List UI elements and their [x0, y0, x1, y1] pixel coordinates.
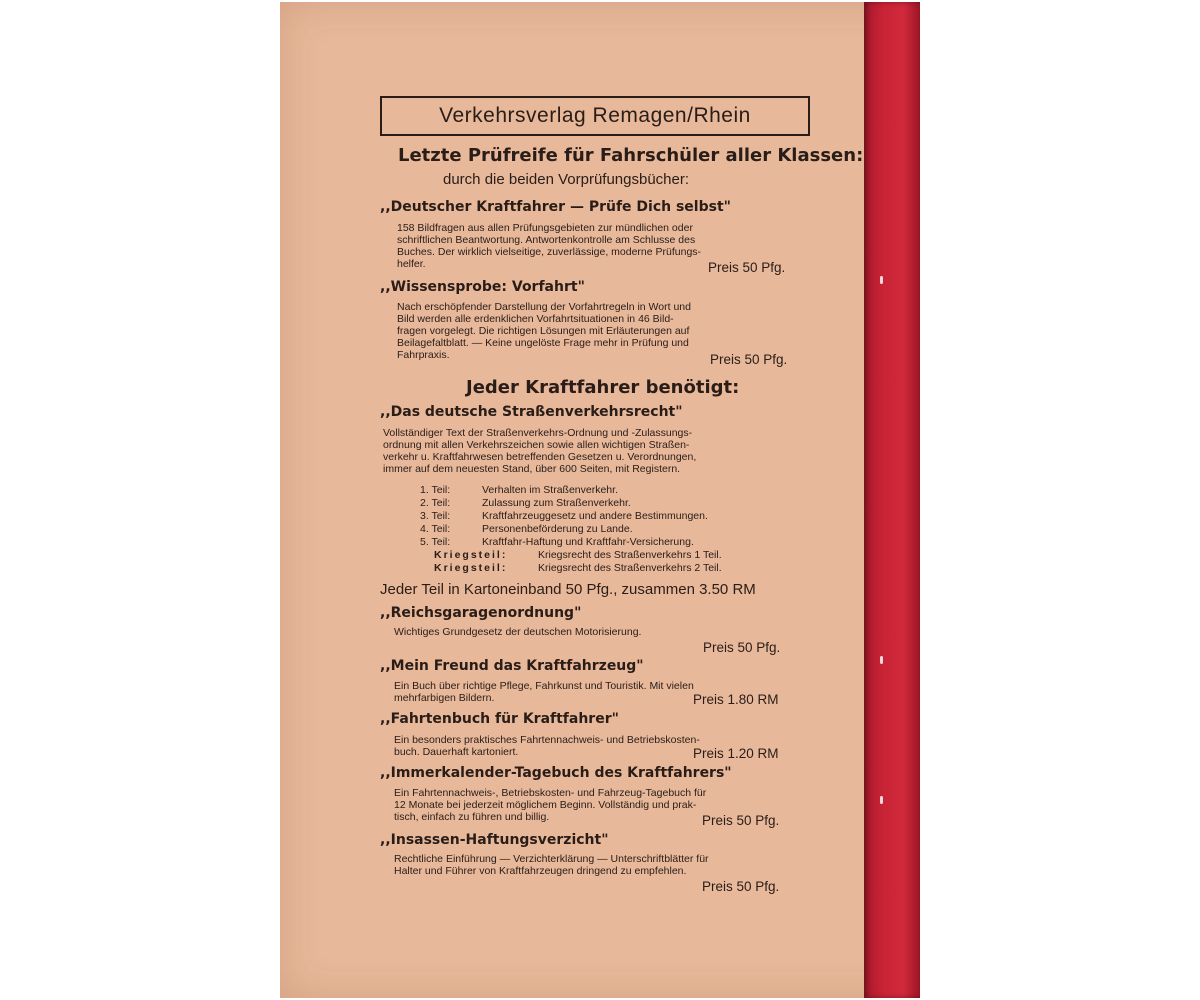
book-desc-line: Ein Fahrtennachweis-, Betriebskosten- und Fahrzeug-Tagebuch für	[394, 787, 707, 799]
part-label: 3. Teil:	[420, 510, 451, 522]
parts-price-summary: Jeder Teil in Kartoneinband 50 Pfg., zusammen 3.50 RM	[380, 581, 756, 598]
book-desc-line: fragen vorgelegt. Die richtigen Lösungen mit Erläuterungen auf	[397, 325, 690, 337]
book-price: Preis 50 Pfg.	[702, 879, 780, 894]
book-price: Preis 1.20 RM	[693, 746, 779, 761]
part-label: Kriegsteil:	[434, 549, 508, 561]
book-desc-line: 158 Bildfragen aus allen Prüfungsgebieten zur mündlichen oder	[397, 222, 693, 234]
book-desc-line: Wichtiges Grundgesetz der deutschen Motorisierung.	[394, 626, 642, 638]
book-desc-line: Bild werden alle erdenklichen Vorfahrtsituationen in 46 Bild-	[397, 313, 674, 325]
book-desc-line: mehrfarbigen Bildern.	[394, 692, 495, 704]
book-title-pruefe-dich-selbst: ,,Deutscher Kraftfahrer — Prüfe Dich selbst"	[380, 199, 731, 215]
book-price: Preis 50 Pfg.	[710, 352, 788, 367]
part-label: 5. Teil:	[420, 536, 451, 548]
book-desc-line: ordnung mit allen Verkehrszeichen sowie allen wichtigen Straßen-	[383, 439, 690, 451]
book-desc-line: Ein Buch über richtige Pflege, Fahrkunst und Touristik. Mit vielen	[394, 680, 694, 692]
part-text: Kriegsrecht des Straßenverkehrs 1 Teil.	[538, 549, 722, 561]
part-text: Personenbeförderung zu Lande.	[482, 523, 633, 535]
book-title-wissensprobe-vorfahrt: ,,Wissensprobe: Vorfahrt"	[380, 279, 585, 295]
book-desc-line: helfer.	[397, 258, 426, 270]
book-desc-line: Nach erschöpfender Darstellung der Vorfahrtregeln in Wort und	[397, 301, 691, 313]
book-title-immerkalender: ,,Immerkalender-Tagebuch des Kraftfahrers"	[380, 765, 732, 781]
part-text: Kraftfahrzeuggesetz und andere Bestimmungen.	[482, 510, 708, 522]
book-title-haftungsverzicht: ,,Insassen-Haftungsverzicht"	[380, 832, 609, 848]
book-price: Preis 50 Pfg.	[702, 813, 780, 828]
book-desc-line: Halter und Führer von Kraftfahrzeugen dringend zu empfehlen.	[394, 865, 687, 877]
part-text: Kriegsrecht des Straßenverkehrs 2 Teil.	[538, 562, 722, 574]
book-desc-line: verkehr u. Kraftfahrwesen betreffenden Gesetzen u. Verordnungen,	[383, 451, 697, 463]
book-price: Preis 1.80 RM	[693, 692, 779, 707]
book-desc-line: Buches. Der wirklich vielseitige, zuverlässige, moderne Prüfungs-	[397, 246, 702, 258]
part-text: Kraftfahr-Haftung und Kraftfahr-Versicherung.	[482, 536, 694, 548]
book-title-mein-freund-kraftfahrzeug: ,,Mein Freund das Kraftfahrzeug"	[380, 658, 644, 674]
part-text: Zulassung zum Straßenverkehr.	[482, 497, 631, 509]
part-label: 1. Teil:	[420, 484, 451, 496]
part-label: 4. Teil:	[420, 523, 451, 535]
headline-every-driver-needs: Jeder Kraftfahrer benötigt:	[466, 377, 740, 398]
book-title-strassenverkehrsrecht: ,,Das deutsche Straßenverkehrsrecht"	[380, 404, 683, 420]
red-book-spine	[864, 2, 920, 998]
book-desc-line: schriftlichen Beantwortung. Antwortenkontrolle am Schlusse des	[397, 234, 696, 246]
part-label: 2. Teil:	[420, 497, 451, 509]
book-price: Preis 50 Pfg.	[708, 260, 786, 275]
book-desc-line: immer auf dem neuesten Stand, über 600 Seiten, mit Registern.	[383, 463, 681, 475]
publisher-box	[380, 96, 810, 136]
book-desc-line: Ein besonders praktisches Fahrtennachweis- und Betriebskosten-	[394, 734, 700, 746]
book-desc-line: Vollständiger Text der Straßenverkehrs-Ordnung und -Zulassungs-	[383, 427, 693, 439]
book-title-fahrtenbuch: ,,Fahrtenbuch für Kraftfahrer"	[380, 711, 619, 727]
book-desc-line: Rechtliche Einführung — Verzichterklärung — Unterschriftblätter für	[394, 853, 709, 865]
book-desc-line: buch. Dauerhaft kartoniert.	[394, 746, 519, 758]
part-text: Verhalten im Straßenverkehr.	[482, 484, 618, 496]
book-desc-line: Beilagefaltblatt. — Keine ungelöste Frage mehr in Prüfung und	[397, 337, 689, 349]
book-title-reichsgaragenordnung: ,,Reichsgaragenordnung"	[380, 605, 582, 621]
headline-exam-ready-sub: durch die beiden Vorprüfungsbücher:	[443, 171, 690, 188]
headline-exam-ready: Letzte Prüfreife für Fahrschüler aller Klassen:	[398, 145, 864, 166]
book-desc-line: tisch, einfach zu führen und billig.	[394, 811, 550, 823]
book-price: Preis 50 Pfg.	[703, 640, 781, 655]
book-desc-line: 12 Monate bei jederzeit möglichem Beginn. Vollständig und prak-	[394, 799, 697, 811]
book-desc-line: Fahrpraxis.	[397, 349, 450, 361]
publisher-name: Verkehrsverlag Remagen/Rhein	[439, 104, 751, 127]
part-label: Kriegsteil:	[434, 562, 508, 574]
